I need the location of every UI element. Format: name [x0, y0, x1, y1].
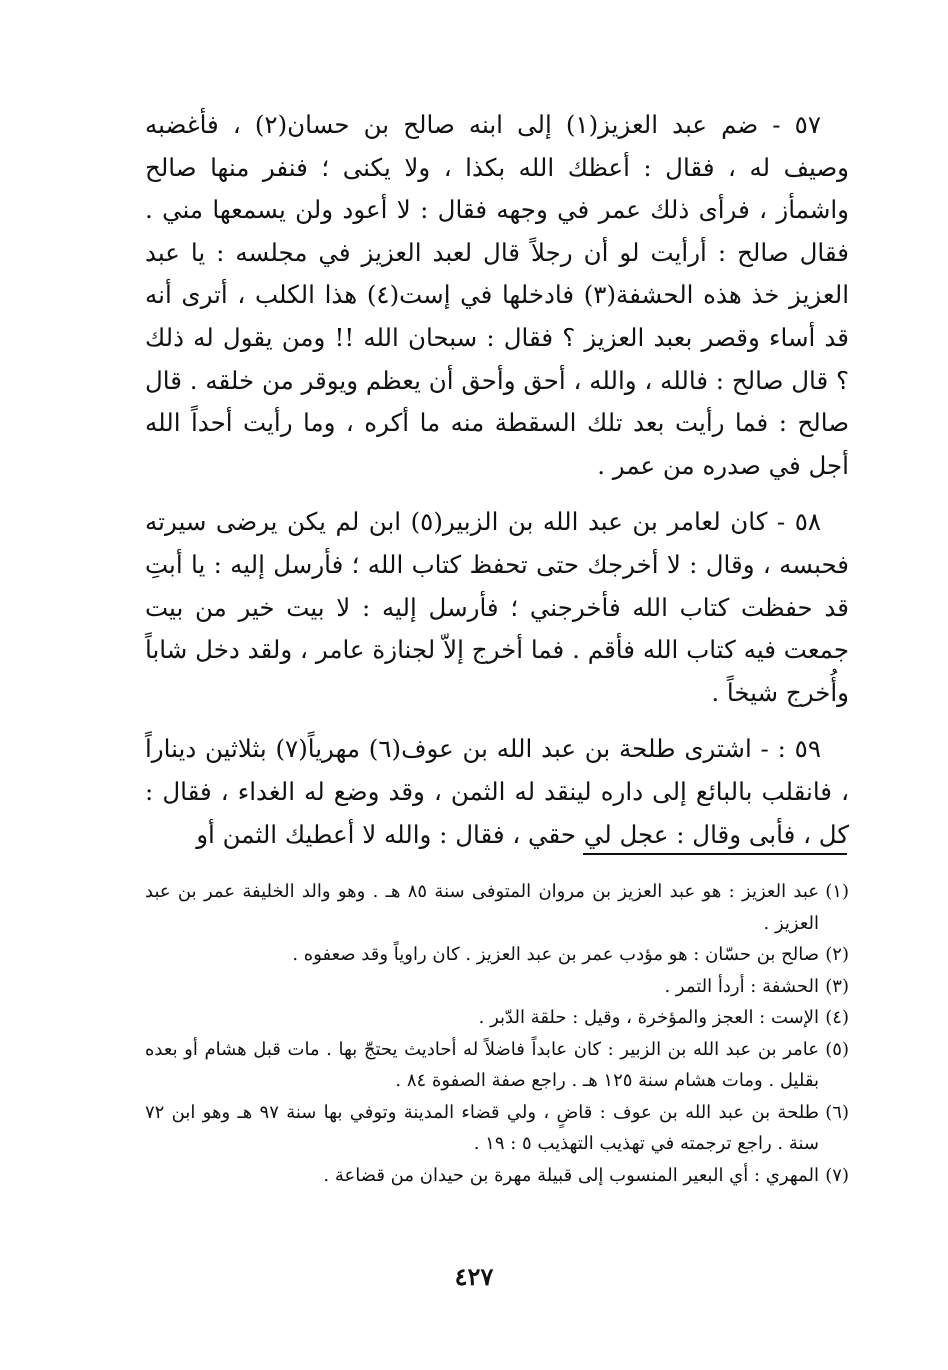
- paragraph-57: ٥٧ - ضم عبد العزيز(١) إلى ابنه صالح بن حسان(٢) ، فأغضبه وصيف له ، فقال : أعظك الله بكذا ، ولا يكنى ؛ فنفر منها صالح واشمأز ، فرأى ذلك عمر في وجهه فقال : لا أعود ولن يسمعها مني . فقال صالح : أرأيت لو أن رجلاً قال لعبد العزيز في مجلسه : يا عبد العزيز خذ هذه الحشفة(٣) فادخلها في إست(٤) هذا الكلب ، أترى أنه قد أساء وقصر بعبد العزيز ؟ فقال : سبحان الله !! ومن يقول له ذلك ؟ قال صالح : فالله ، والله ، أحق وأحق أن يعظم ويوقر من خلقه . قال صالح : فما رأيت بعد تلك السقطة منه ما أكره ، وما رأيت أحداً الله أجل في صدره من عمر .: [145, 110, 850, 480]
- footnote-text: طلحة بن عبد الله بن عوف : قاضٍ ، ولي قضاء المدينة وتوفي بها سنة ٩٧ هـ وهو ابن ٧٢ سنة . راجع ترجمته في تهذيب التهذيب ٥ : ١٩ .: [145, 1101, 819, 1154]
- paragraph-59: ٥٩ : - اشترى طلحة بن عبد الله بن عوف(٦) مهرياً(٧) بثلاثين ديناراً ، فانقلب بالبائع إلى داره لينقد له الثمن ، وقد وضع له الغداء ، فقال : كل ، فأبى وقال : عجل لي حقي ، فقال : والله لا أعطيك الثمن أو: [145, 734, 849, 849]
- main-text: [145, 104, 849, 856]
- footnote-4: [145, 1002, 849, 1034]
- footnote-number: (٧): [825, 1164, 849, 1186]
- footnote-text: الحشفة : أردأ التمر .: [664, 975, 819, 997]
- footnote-6: [145, 1097, 849, 1160]
- footnote-text: عامر بن عبد الله بن الزبير : كان عابداً فاضلاً له أحاديث يحتجّ بها . مات قبل هشام أو بعده بقليل . ومات هشام سنة ١٢٥ هـ . راجع صفة الصفوة ٨٤ .: [145, 1038, 819, 1091]
- footnote-text: عبد العزيز : هو عبد العزيز بن مروان المتوفى سنة ٨٥ هـ . وهو والد الخليفة عمر بن عبد العزيز .: [145, 881, 819, 934]
- footnote-number: (٥): [825, 1038, 849, 1060]
- footnote-2: [145, 939, 849, 971]
- footnotes: [145, 876, 849, 1191]
- footnote-text: الإست : العجز والمؤخرة ، وقيل : حلقة الدّبر .: [478, 1007, 819, 1028]
- paragraph-58: ٥٨ - كان لعامر بن عبد الله بن الزبير(٥) ابن لم يكن يرضى سيرته فحبسه ، وقال : لا أخرجك حتى تحفظ كتاب الله ؛ فأرسل إليه : يا أبتِ قد حفظت كتاب الله فأخرجني ؛ فأرسل إليه : لا بيت خير من بيت جمعت فيه كتاب الله فأقم . فما أخرج إلاّ لجنازة عامر ، ولقد دخل شاباً وأُخرج شيخاً .: [145, 507, 849, 707]
- footnote-text: المهري : أي البعير المنسوب إلى قبيلة مهرة بن حيدان من قضاعة .: [323, 1164, 819, 1186]
- footnote-number: (٣): [825, 975, 849, 997]
- footnote-number: (٢): [825, 944, 849, 965]
- footnote-5: [145, 1034, 849, 1097]
- footnote-3: [145, 971, 849, 1003]
- footnote-1: [145, 876, 849, 939]
- footnote-divider: [583, 853, 847, 855]
- footnote-number: (١): [825, 881, 849, 902]
- page-number: ٤٢٧: [454, 1262, 494, 1291]
- footnote-number: (٦): [825, 1101, 849, 1123]
- footnote-text: صالح بن حسّان : هو مؤدب عمر بن عبد العزيز . كان راوياً وقد صعفوه .: [292, 944, 819, 965]
- footnote-7: [145, 1160, 849, 1192]
- footnote-number: (٤): [825, 1007, 849, 1028]
